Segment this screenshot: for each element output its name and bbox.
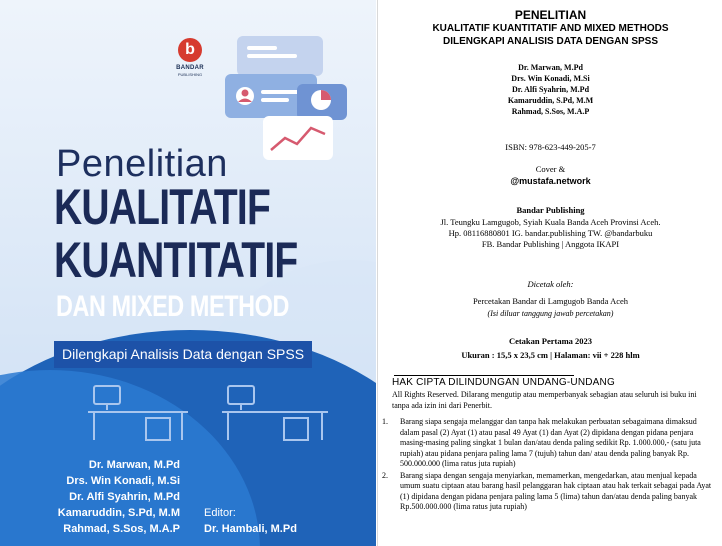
cover-author: Dr. Alfi Syahrin, M.Pd: [69, 491, 180, 503]
desk-illustration: [88, 378, 338, 448]
page-author-list: [378, 62, 722, 117]
list-item-text: Barang siapa dengan sengaja menyiarkan, memamerkan, mengedarkan, atau menjual kepada umum suatu ciptaan atau barang hasil pelanggaran hak ciptaan atau hak terkait sebagai pada Ayat (1) dipidana dengan pidana penjara paling lama 5 (lima) tahun dan/atau denda paling banyak Rp.500.000.000 (lima ratus juta rupiah): [400, 470, 712, 511]
publisher-contact: Hp. 08116880801 IG. bandar.publishing TW. @bandarbuku: [448, 228, 653, 238]
cover-author: Rahmad, S.Sos, M.A.P: [63, 523, 180, 535]
publisher-details: [378, 217, 722, 250]
printed-by-label: Dicetak oleh:: [527, 279, 574, 289]
list-item-number: 1.: [382, 417, 388, 426]
cover-title-line3: DAN MIXED METHOD: [56, 290, 289, 323]
size-and-pages: Ukuran : 15,5 x 23,5 cm | Halaman: vii + 228 hlm: [461, 350, 640, 360]
publisher-mark: b: [178, 38, 202, 62]
list-item-text: Barang siapa sengaja melanggar dan tanpa hak melakukan perbuatan sebagaimana dimaksud dalam pasal (2) Ayat (1) atau pasal 49 Ayat (1) dan Ayat (2) dipidana dengan pidana penjara masing-masing paling singkat 1 bulan dan/atau denda paling sedikit Rp. 1.000.000,- (satu juta rupiah) atau pidana penjara paling lama 7 (tujuh) tahun dan/ atau denda paling banyak Rp. 500.000.000 (lima ratus juta rupiah): [400, 417, 701, 468]
page-author: Rahmad, S.Sos, M.A.P: [511, 107, 590, 116]
list-item-number: 2.: [382, 470, 388, 480]
isbn: ISBN: 978-623-449-205-7: [505, 142, 596, 152]
cover-authors: [40, 457, 180, 537]
cover-author: Kamaruddin, S.Pd, M.M: [57, 507, 180, 519]
cover-title-line2: KUANTITATIF: [54, 232, 298, 288]
all-rights-reserved: All Rights Reserved. Dilarang mengutip atau memperbanyak sebagian atau seluruh isi buku ini tanpa ada izin ini dari Penerbit.: [392, 390, 697, 410]
copyright-clauses: [382, 417, 718, 514]
cover-editor-label: Editor:: [204, 507, 236, 519]
copyright-page: [377, 0, 722, 546]
printer-note: (Isi diluar tanggung jawab percetakan): [487, 309, 614, 318]
cover-credit-label: Cover &: [535, 164, 566, 174]
window-graph: [263, 116, 333, 160]
cover-author: Drs. Win Konadi, M.Si: [66, 475, 180, 487]
publisher-logo-name: BANDAR: [176, 65, 204, 71]
page-author: Dr. Alfi Syahrin, M.Pd: [511, 85, 590, 94]
divider: [394, 375, 574, 376]
copyright-title: HAK CIPTA DILINDUNGAN UNDANG-UNDANG: [392, 377, 615, 388]
publisher-name: Bandar Publishing: [516, 205, 585, 215]
page-heading: PENELITIAN: [514, 8, 587, 22]
page-author: Dr. Marwan, M.Pd: [518, 63, 583, 72]
cover-title-line1: KUALITATIF: [54, 179, 271, 235]
cover-editor: [204, 505, 297, 537]
list-item: [382, 471, 718, 513]
cover-credit-handle: @mustafa.network: [510, 176, 591, 186]
cover-title-word: Penelitian: [56, 143, 228, 185]
page-subheading-2: DILENGKAPI ANALISIS DATA DENGAN SPSS: [442, 36, 658, 47]
cover-editor-name: Dr. Hambali, M.Pd: [204, 523, 297, 535]
cover-author: Dr. Marwan, M.Pd: [88, 459, 180, 471]
publisher-address: Jl. Teungku Lamgugob, Syiah Kuala Banda Aceh Provinsi Aceh.: [440, 217, 661, 227]
page-author: Drs. Win Konadi, M.Si: [511, 74, 590, 83]
publisher-social: FB. Bandar Publishing | Anggota IKAPI: [481, 239, 620, 249]
page-subheading: KUALITATIF KUANTITATIF AND MIXED METHODS: [432, 23, 669, 34]
cover-subtitle: Dilengkapi Analisis Data dengan SPSS: [54, 341, 312, 368]
page-author: Kamaruddin, S.Pd, M.M: [507, 96, 594, 105]
dashboard-illustration: [225, 34, 355, 164]
first-print: Cetakan Pertama 2023: [508, 336, 593, 346]
publisher-logo: [170, 38, 210, 77]
publisher-logo-sub: PUBLISHING: [177, 72, 203, 77]
list-item: [382, 417, 718, 470]
printer-name: Percetakan Bandar di Lamgugob Banda Aceh: [472, 296, 629, 306]
